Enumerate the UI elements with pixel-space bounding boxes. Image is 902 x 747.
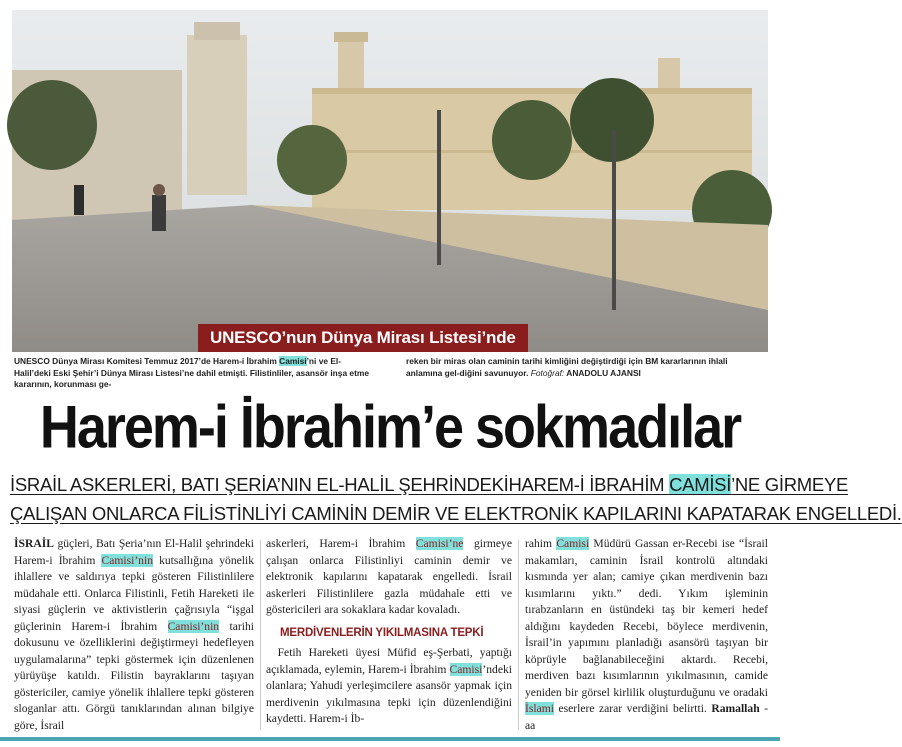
mosque-photo-illustration — [12, 10, 768, 352]
caption-col-1 — [14, 356, 374, 391]
deck-line-2: ÇALIŞAN ONLARCA FİLİSTİNLİYİ CAMİNİN DEMİR VE ELEKTRONİK KAPILARINI KAPATARAK ENGELLEDİ. — [10, 503, 902, 524]
text: kutsallığına yönelik ihlallere ve saldırıya tepki gösteren Filistinlilere müdahale etti. Onlarca Filistinli, Fetih Hareketi ile siyasi güçlerin ve aktivistlerin çağrısıyla “işgal güçlerinin Harem-i İbrahim — [14, 553, 255, 633]
article-photo — [12, 10, 768, 352]
text: eserlere zarar verdiğini belirtti. — [553, 702, 712, 715]
highlighted-word: Camisi’nin — [101, 553, 153, 567]
dateline: Ramallah — [711, 702, 760, 715]
caption-text: UNESCO Dünya Mirası Komitesi Temmuz 2017’de Harem-i İbrahim — [14, 356, 280, 366]
bottom-rule — [0, 737, 780, 741]
deck-line-1 — [10, 470, 849, 499]
photo-credit-label: Fotoğraf: — [530, 367, 565, 378]
article-column-3 — [525, 536, 768, 734]
photo-label: UNESCO’nun Dünya Mirası Listesi’nde — [198, 324, 528, 352]
photo-caption — [14, 356, 766, 389]
text: Müdürü Gassan er-Recebi ise “İsrail makamları, caminin İsrail kontrolü altındaki kısmında yer alan; camiye çıkan merdivenin bazı kısımlarını yıktı.” dedi. Yıkım işleminin tırabzanların en üstündeki taş bir kemeri hedef aldığını kaydeden Recebi, böylece merdivenin, İsrail’in yapımını planladığı asansörü taşıyan bir köprüyle bağlanabileceğini aktardı. Recebi, merdiven bazı kısımlarının yıkılmasının, camide yeniden bir görsel kirlilik oluşturduğunu ve oradaki — [525, 537, 768, 699]
deck-text: İSRAİL ASKERLERİ, BATI ŞERİA’NIN EL-HALİL ŞEHRİNDEKİHAREM-İ İBRAHİM — [10, 474, 670, 495]
agency: - aa — [525, 702, 768, 732]
column-divider — [518, 540, 519, 730]
highlighted-word: İslami — [525, 702, 554, 715]
headline: Harem-i İbrahim’e sokmadılar — [39, 393, 741, 461]
highlighted-word: Camisi’nin — [167, 619, 220, 633]
lead-word: İSRAİL — [14, 537, 54, 550]
deck-text: ’NE GİRMEYE — [731, 474, 849, 495]
text: girmeye çalışan onlarca Filistinliyi caminin demir ve elektronik kapılarını kapatarak engelledi. İsrail askerleri Filistinlilere gazla müdahale etti ve göstericileri ara sokaklara kadar kovaladı. — [266, 537, 512, 616]
caption-text: ’ni ve El-Halil’deki Eski Şehir’i Dünya Mirası Listesi’ne dahil etmişti. Filistinliler, asansör inşa etme kararının, korunması ge- — [14, 356, 369, 389]
article-column-2 — [266, 536, 512, 734]
caption-col-2 — [406, 356, 766, 379]
deck — [10, 470, 902, 528]
subheading: MERDİVENLERİN YIKILMASINA TEPKİ — [280, 626, 484, 639]
text: güçleri, Batı Şeria’nın El-Halil şehrindeki Harem-i İbrahim — [14, 537, 254, 567]
paragraph — [525, 536, 768, 734]
article-column-1 — [14, 536, 254, 734]
text: tarihi dokusunu ve özelliklerini değiştirmeyi hedefleyen uygulamalarına” tepki göstermek için düzenlenen yürüyüşe katıldı. Filistin bayraklarını taşıyan göstericiler, camiye yönelik ihlallere tepki gösteren sloganlar attı. Görgü tanıklarından alınan bilgiye göre, İsrail — [14, 619, 254, 732]
paragraph — [266, 645, 512, 728]
text: Fetih Hareketi üyesi Müfid eş-Şerbati, yaptığı açıklamada, eylemin, Harem-i İbrahim — [266, 646, 512, 676]
highlighted-word: Camisi’ne — [415, 537, 464, 550]
highlighted-word: Camisi — [449, 662, 483, 676]
text: askerleri, Harem-i İbrahim — [266, 537, 416, 550]
text: rahim — [525, 537, 557, 550]
column-divider — [260, 540, 261, 730]
text: ’ndeki olanlara; Yahudi yerleşimcilere asansör yapmak için merdivenin yıkılmasına tepki için düzenlendiğini kaydetti. Harem-i İb- — [266, 662, 512, 725]
highlighted-word: CAMİSİ — [669, 474, 732, 495]
caption-text: reken bir miras olan caminin tarihi kimliğini değiştirdiği için BM kararlarının ihlali anlamına gel-diğini savunuyor. — [406, 356, 728, 378]
paragraph — [266, 536, 512, 619]
highlighted-word: Camisi — [279, 356, 307, 366]
paragraph — [14, 536, 254, 734]
highlighted-word: Camisi — [556, 537, 590, 550]
photo-credit: ANADOLU AJANSI — [566, 367, 641, 378]
